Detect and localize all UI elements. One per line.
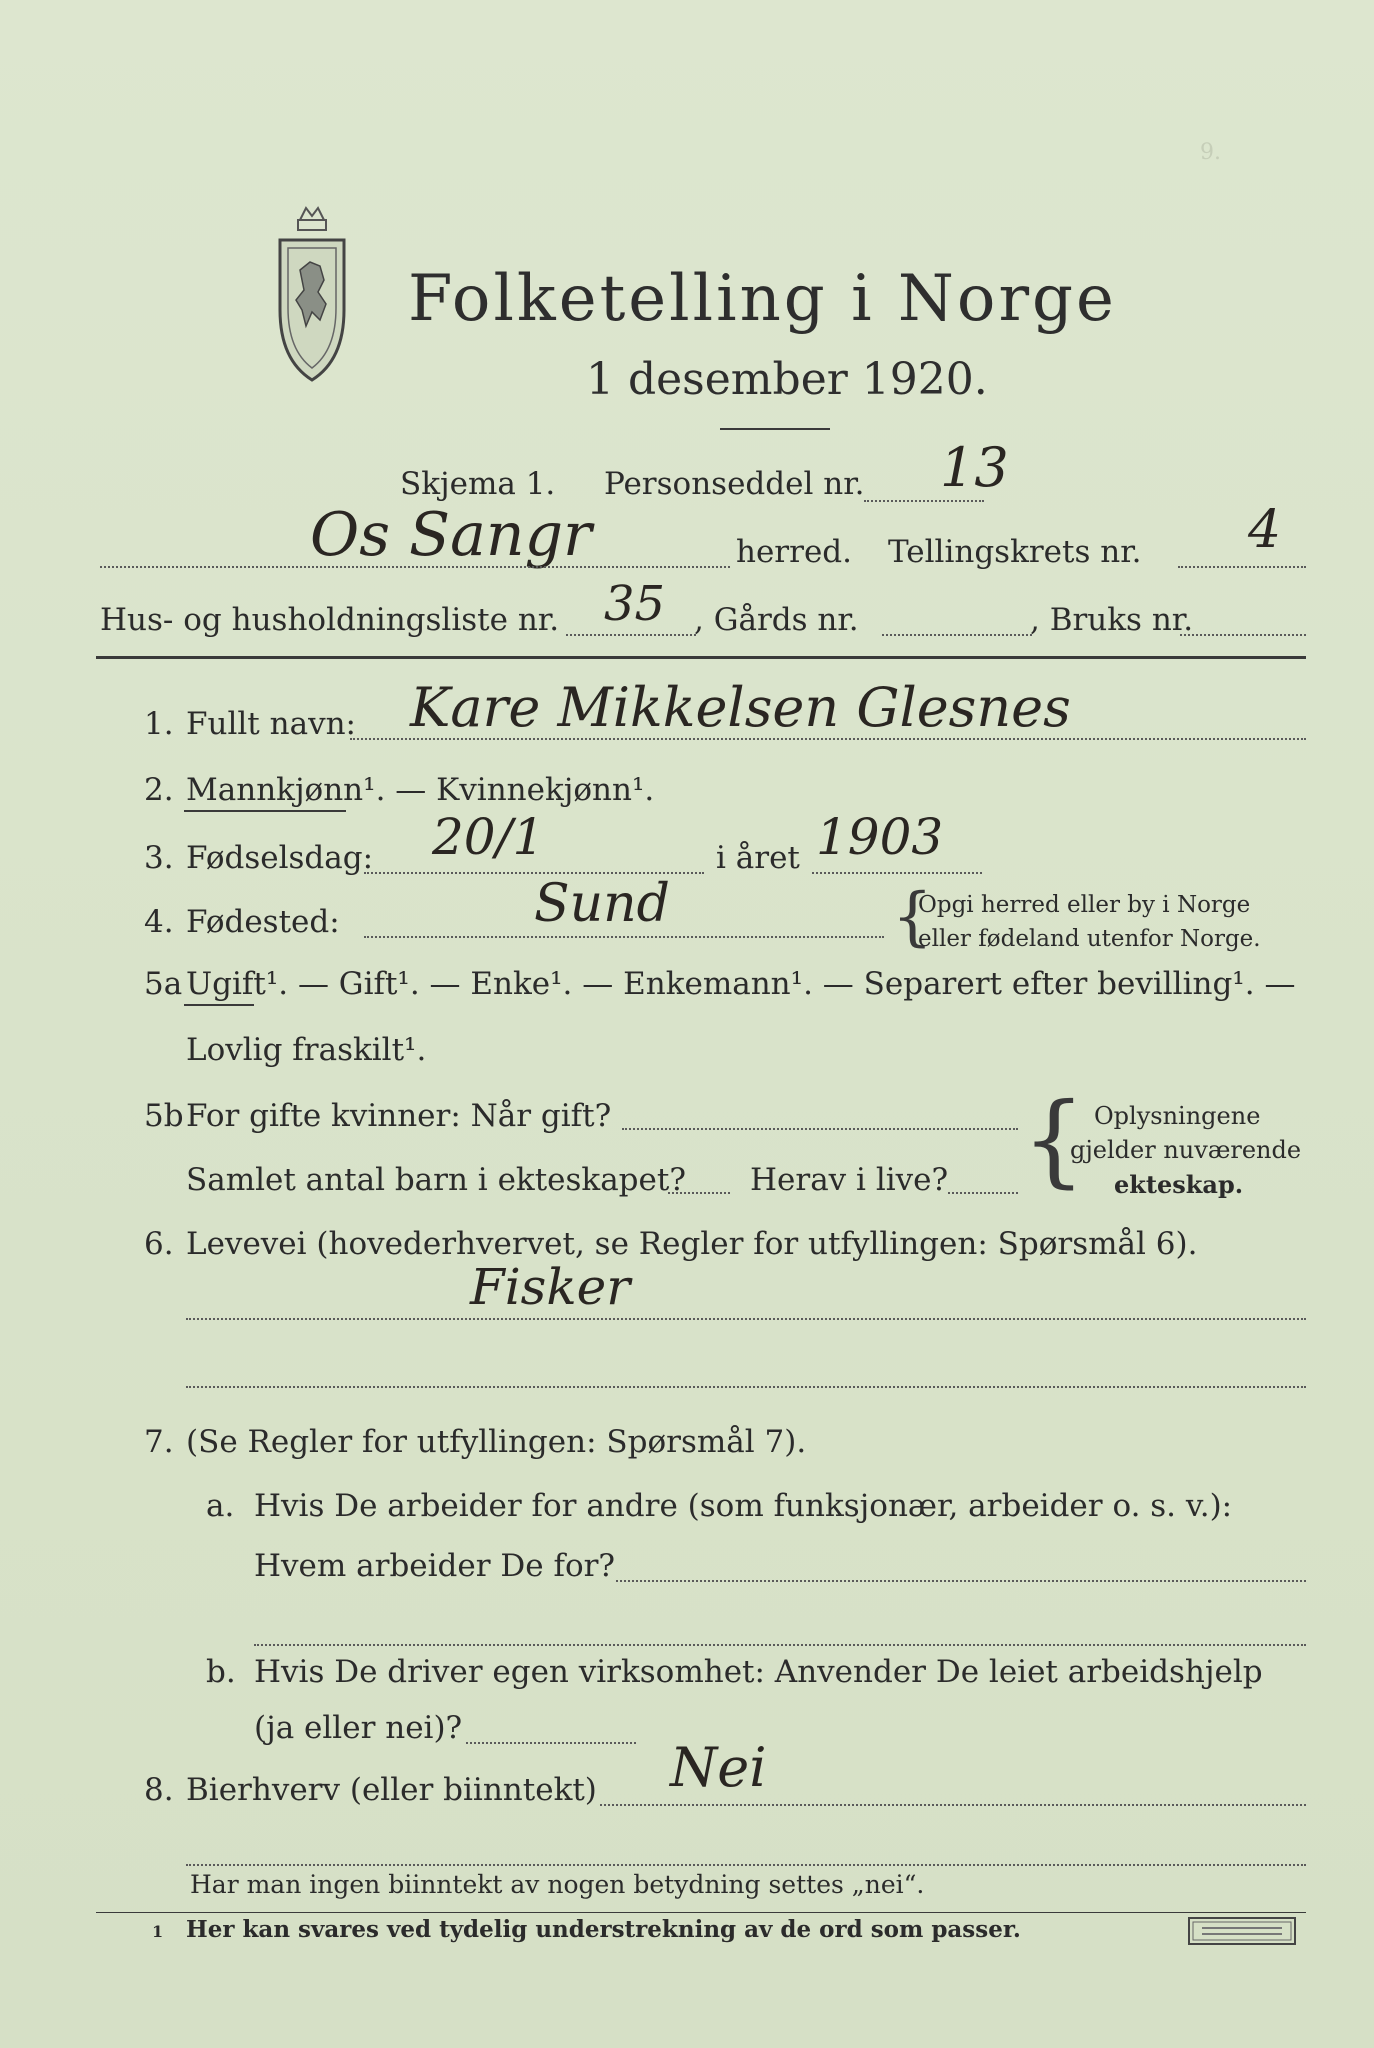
- q2-selected-underline: [184, 810, 346, 812]
- herred-line: [100, 566, 730, 568]
- q5a-marital-options-2: Lovlig fraskilt¹.: [186, 1032, 427, 1068]
- section-rule: [96, 656, 1306, 659]
- personseddel-value: 13: [940, 436, 1009, 499]
- q7b-letter: b.: [206, 1654, 236, 1690]
- q4-note-line1: Opgi herred eller by i Norge: [918, 892, 1251, 918]
- q6-line-1: [186, 1318, 1306, 1320]
- census-date: 1 desember 1920.: [586, 354, 988, 405]
- q5b-alive-label: Herav i live?: [750, 1162, 949, 1198]
- q4-brace: {: [892, 880, 933, 954]
- skjema-label: Skjema 1.: [400, 466, 556, 502]
- gards-label: , Gårds nr.: [694, 602, 859, 638]
- q3-year-value: 1903: [816, 808, 944, 866]
- personseddel-label: Personseddel nr.: [604, 466, 865, 502]
- q1-label: Fullt navn:: [186, 706, 356, 742]
- coat-of-arms-emblem: [262, 200, 362, 400]
- q6-label: Levevei (hovederhvervet, se Regler for utfyllingen: Spørsmål 6).: [186, 1226, 1198, 1262]
- q5b-brace: {: [1022, 1081, 1086, 1198]
- q3-number: 3.: [144, 840, 174, 876]
- q7a-line-extra: [254, 1644, 1306, 1646]
- q4-label: Fødested:: [186, 904, 340, 940]
- q5b-married-line: [622, 1128, 1018, 1130]
- q7-label: (Se Regler for utfyllingen: Spørsmål 7).: [186, 1424, 807, 1460]
- husliste-value: 35: [604, 576, 666, 632]
- herred-label: herred.: [736, 534, 852, 570]
- q3-year-label: i året: [716, 840, 800, 876]
- q7-number: 7.: [144, 1424, 174, 1460]
- tellingskrets-line: [1178, 566, 1306, 568]
- form-title: Folketelling i Norge: [408, 262, 1117, 336]
- q5b-alive-line: [948, 1192, 1018, 1194]
- q7a-letter: a.: [206, 1488, 235, 1524]
- q5b-number: 5b: [144, 1098, 184, 1134]
- footnote-text: Her kan svares ved tydelig understrekning av de ord som passer.: [186, 1916, 1021, 1943]
- q4-line: [364, 936, 884, 938]
- herred-value: Os Sangr: [310, 500, 592, 570]
- q6-occupation-value: Fisker: [470, 1258, 631, 1316]
- q5a-selected-underline: [184, 1004, 254, 1006]
- bruks-label: , Bruks nr.: [1030, 602, 1194, 638]
- footnote-mark: 1: [152, 1922, 164, 1941]
- q7a-line2: Hvem arbeider De for?: [254, 1548, 616, 1584]
- q5b-children-label: Samlet antal barn i ekteskapet?: [186, 1162, 686, 1198]
- q3-birthday-value: 20/1: [432, 808, 545, 866]
- q6-number: 6.: [144, 1226, 174, 1262]
- tellingskrets-label: Tellingskrets nr.: [888, 534, 1142, 570]
- q3-label: Fødselsdag:: [186, 840, 374, 876]
- q1-fullname-value: Kare Mikkelsen Glesnes: [410, 676, 1071, 739]
- gards-line: [882, 634, 1032, 636]
- q8-line: [600, 1804, 1306, 1806]
- q7b-line: [466, 1742, 636, 1744]
- q5b-note-line3: ekteskap.: [1114, 1170, 1244, 1199]
- husliste-line: [566, 634, 696, 636]
- q4-number: 4.: [144, 904, 174, 940]
- q7b-line2: (ja eller nei)?: [254, 1710, 463, 1746]
- q8-label: Bierhverv (eller biinntekt): [186, 1772, 597, 1808]
- q5a-number: 5a: [144, 966, 183, 1002]
- husliste-label: Hus- og husholdningsliste nr.: [100, 602, 560, 638]
- personseddel-line: [864, 500, 984, 502]
- q2-sex-options: Mannkjønn¹. — Kvinnekjønn¹.: [186, 772, 655, 808]
- footer-note: Har man ingen biinntekt av nogen betydning settes „nei“.: [190, 1870, 925, 1899]
- q5b-note-line1: Oplysningene: [1094, 1102, 1261, 1130]
- q7a-line: [616, 1580, 1306, 1582]
- q8-value: Nei: [670, 1736, 767, 1799]
- q5b-married-when: For gifte kvinner: Når gift?: [186, 1098, 612, 1134]
- bruks-line: [1180, 634, 1306, 636]
- q4-note-line2: eller fødeland utenfor Norge.: [918, 926, 1261, 952]
- q5b-children-line: [668, 1192, 730, 1194]
- q6-line-2: [186, 1386, 1306, 1388]
- q3-year-line: [812, 872, 982, 874]
- footnote-rule: [96, 1912, 1306, 1913]
- q1-number: 1.: [144, 706, 174, 742]
- q8-line-extra: [186, 1864, 1306, 1866]
- q5b-note-line2: gjelder nuværende: [1070, 1136, 1302, 1164]
- q5a-marital-options: Ugift¹. — Gift¹. — Enke¹. — Enkemann¹. — Separert efter bevilling¹. —: [186, 966, 1296, 1002]
- q8-number: 8.: [144, 1772, 174, 1808]
- show-through: 9.: [1200, 140, 1221, 165]
- title-rule: [720, 428, 830, 430]
- q2-number: 2.: [144, 772, 174, 808]
- q4-birthplace-value: Sund: [534, 874, 670, 934]
- q7b-line1: Hvis De driver egen virksomhet: Anvender De leiet arbeidshjelp: [254, 1654, 1263, 1690]
- q7a-line1: Hvis De arbeider for andre (som funksjonær, arbeider o. s. v.):: [254, 1488, 1233, 1524]
- printer-stamp-icon: [1188, 1916, 1296, 1946]
- tellingskrets-value: 4: [1248, 500, 1282, 560]
